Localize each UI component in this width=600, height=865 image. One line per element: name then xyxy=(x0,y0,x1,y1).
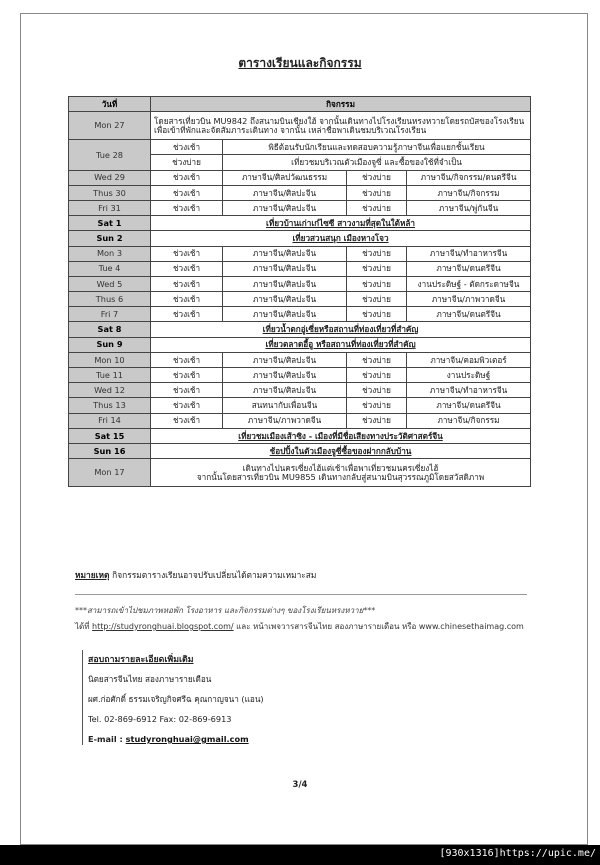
activity-cell: ภาษาจีน/ศิลปะจีน xyxy=(223,383,347,398)
slot-cell: ช่วงเช้า xyxy=(151,276,223,291)
activity-cell: สนทนากับเพื่อนจีน xyxy=(223,398,347,413)
contact-email-line xyxy=(88,735,264,755)
page-number: 3/4 xyxy=(292,780,308,790)
promo-text: ***สามารถเข้าไปชมภาพหอพัก โรงอาหาร และกิจกรรมต่างๆ ของโรงเรียนหรงหวาย*** xyxy=(75,606,376,615)
table-row xyxy=(69,231,531,246)
slot-cell: ช่วงเช้า xyxy=(151,185,223,200)
activity-cell: ภาษาจีน/ศิลปะจีน xyxy=(223,200,347,215)
day-cell: Sun 2 xyxy=(69,231,151,246)
day-cell: Sat 15 xyxy=(69,428,151,443)
note xyxy=(75,568,316,582)
activity-cell: ภาษาจีน/กิจกรรม xyxy=(407,185,531,200)
slot-cell: ช่วงเช้า xyxy=(151,292,223,307)
activity-cell: ภาษาจีน/ภาพวาดจีน xyxy=(407,292,531,307)
day-cell: Mon 17 xyxy=(69,459,151,487)
activity-cell: ภาษาจีน/ศิลปะจีน xyxy=(223,292,347,307)
activity-cell: ภาษาจีน/ศิลปะจีน xyxy=(223,185,347,200)
table-row xyxy=(69,337,531,352)
activity-cell: ภาษาจีน/ศิลปะจีน xyxy=(223,352,347,367)
links-rest: และ หน้าเพจวารสารจีนไทย สองภาษารายเดือน หรือ www.chinesethaimag.com xyxy=(233,622,524,631)
activity-cell: ภาษาจีน/กิจกรรม xyxy=(407,413,531,428)
table-row xyxy=(69,170,531,185)
day-cell: Fri 31 xyxy=(69,200,151,215)
blog-link[interactable]: http://studyronghuai.blogspot.com/ xyxy=(92,622,234,631)
slot-cell: ช่วงบ่าย xyxy=(151,155,223,170)
table-row xyxy=(69,459,531,487)
day-cell: Wed 5 xyxy=(69,276,151,291)
activity-cell: เที่ยวชมบริเวณตัวเมืองจูซี่ และซื้อของใช้ที่จำเป็น xyxy=(223,155,531,170)
day-cell: Tue 11 xyxy=(69,368,151,383)
table-row xyxy=(69,398,531,413)
activity-cell: ภาษาจีน/ทำอาหารจีน xyxy=(407,383,531,398)
slot-cell: ช่วงเช้า xyxy=(151,368,223,383)
slot-cell: ช่วงบ่าย xyxy=(347,246,407,261)
day-cell: Thus 30 xyxy=(69,185,151,200)
links-prefix: ได้ที่ xyxy=(75,622,90,631)
slot-cell: ช่วงเช้า xyxy=(151,261,223,276)
slot-cell: ช่วงบ่าย xyxy=(347,261,407,276)
activity-cell xyxy=(151,459,531,487)
day-cell: Mon 10 xyxy=(69,352,151,367)
activity-cell: ภาษาจีน/ศิลปะจีน xyxy=(223,246,347,261)
table-row xyxy=(69,443,531,458)
page-title: ตารางเรียนและกิจกรรม xyxy=(238,56,362,70)
table-row xyxy=(69,352,531,367)
slot-cell: ช่วงบ่าย xyxy=(347,383,407,398)
contact-person: ผศ.ก่อศักดิ์ ธรรมเจริญกิจศรีฉ คุณกาญจนา (แอน) xyxy=(88,694,264,704)
activity-cell: พิธีต้อนรับนักเรียนและทดสอบความรู้ภาษาจีนเพื่อแยกชั้นเรียน xyxy=(223,140,531,155)
activity-cell: ภาษาจีน/ภาพวาดจีน xyxy=(223,413,347,428)
contact-org: นิตยสารจีนไทย สองภาษารายเดือน xyxy=(88,674,212,684)
header-day: วันที่ xyxy=(69,97,151,112)
activity-cell: ช้อปปิ้งในตัวเมืองจูซี่ซื้อของฝากกลับบ้าน xyxy=(151,443,531,458)
slot-cell: ช่วงบ่าย xyxy=(347,276,407,291)
table-row xyxy=(69,276,531,291)
activity-cell: โดยสารเที่ยวบิน MU9842 ถึงสนามบินเชียงใฮ้ จากนั้นเดินทางไปโรงเรียนหรงหวายโดยรถบัสของโรงเรียน เพื่อเข้าที่พักและจัดสัมภาระเดินทาง จากนั้น เหล่าชื่อพาเดินชมบริเวณโรงเรียน xyxy=(151,112,531,140)
note-label: หมายเหตุ xyxy=(75,570,110,580)
slot-cell: ช่วงบ่าย xyxy=(347,307,407,322)
table-row xyxy=(69,140,531,155)
table-row xyxy=(69,185,531,200)
activity-cell: ภาษาจีน/กิจกรรม/ดนตรีจีน xyxy=(407,170,531,185)
day-cell: Tue 28 xyxy=(69,140,151,170)
activity-cell: ภาษาจีน/ดนตรีจีน xyxy=(407,398,531,413)
table-row xyxy=(69,413,531,428)
activity-cell: ภาษาจีน/คอมพิวเตอร์ xyxy=(407,352,531,367)
divider xyxy=(75,594,527,595)
slot-cell: ช่วงเช้า xyxy=(151,383,223,398)
email-label: E-mail : xyxy=(88,734,123,744)
day-cell: Mon 27 xyxy=(69,112,151,140)
contact-bar xyxy=(82,650,83,745)
table-row xyxy=(69,368,531,383)
slot-cell: ช่วงบ่าย xyxy=(347,398,407,413)
contact-block xyxy=(88,655,264,755)
activity-line: เดินทางไปนครเซี่ยงไฮ้แต่เช้าเพื่อพาเที่ยวชมนครเซี่ยงไฮ้ xyxy=(242,463,439,474)
slot-cell: ช่วงเช้า xyxy=(151,246,223,261)
slot-cell: ช่วงบ่าย xyxy=(347,292,407,307)
slot-cell: ช่วงบ่าย xyxy=(347,170,407,185)
watermark: [930x1316]https://upic.me/ xyxy=(439,848,596,859)
slot-cell: ช่วงเช้า xyxy=(151,170,223,185)
slot-cell: ช่วงบ่าย xyxy=(347,185,407,200)
header-activity: กิจกรรม xyxy=(151,97,531,112)
activity-cell: เที่ยวน้ำตกอู่เซี่ยหรือสถานที่ท่องเที่ยวที่สำคัญ xyxy=(151,322,531,337)
activity-cell: งานประดิษฐ์ xyxy=(407,368,531,383)
day-cell: Sun 9 xyxy=(69,337,151,352)
slot-cell: ช่วงเช้า xyxy=(151,307,223,322)
table-row xyxy=(69,322,531,337)
table-row xyxy=(69,200,531,215)
table-row xyxy=(69,112,531,140)
day-cell: Sat 8 xyxy=(69,322,151,337)
slot-cell: ช่วงเช้า xyxy=(151,413,223,428)
slot-cell: ช่วงเช้า xyxy=(151,352,223,367)
activity-cell: ภาษาจีน/ดนตรีจีน xyxy=(407,261,531,276)
schedule-table xyxy=(68,96,531,487)
day-cell: Fri 14 xyxy=(69,413,151,428)
activity-cell: งานประดิษฐ์ - ตัดกระดาษจีน xyxy=(407,276,531,291)
table-row xyxy=(69,216,531,231)
table-header-row xyxy=(69,97,531,112)
day-cell: Tue 4 xyxy=(69,261,151,276)
slot-cell: ช่วงเช้า xyxy=(151,398,223,413)
activity-cell: ภาษาจีน/ศิลปวัฒนธรรม xyxy=(223,170,347,185)
activity-cell: ภาษาจีน/ศิลปะจีน xyxy=(223,307,347,322)
activity-cell: เที่ยวบ้านเก่าเก๋ไซซี สาวงามที่สุดในใต้หล้า xyxy=(151,216,531,231)
activity-cell: ภาษาจีน/ศิลปะจีน xyxy=(223,276,347,291)
contact-tel: Tel. 02-869-6912 Fax: 02-869-6913 xyxy=(88,714,232,724)
activity-cell: ภาษาจีน/พู่กันจีน xyxy=(407,200,531,215)
table-row xyxy=(69,428,531,443)
day-cell: Thus 6 xyxy=(69,292,151,307)
activity-cell: เที่ยวตลาดอี้อู หรือสถานที่ท่องเที่ยวที่สำคัญ xyxy=(151,337,531,352)
day-cell: Mon 3 xyxy=(69,246,151,261)
table-row xyxy=(69,383,531,398)
day-cell: Thus 13 xyxy=(69,398,151,413)
table-row xyxy=(69,292,531,307)
table-row xyxy=(69,261,531,276)
contact-title: สอบถามรายละเอียดเพิ่มเติม xyxy=(88,655,194,665)
slot-cell: ช่วงเช้า xyxy=(151,200,223,215)
day-cell: Wed 12 xyxy=(69,383,151,398)
table-row xyxy=(69,246,531,261)
activity-cell: เที่ยวสวนสนุก เมืองหางโจว xyxy=(151,231,531,246)
slot-cell: ช่วงบ่าย xyxy=(347,200,407,215)
activity-cell: ภาษาจีน/ศิลปะจีน xyxy=(223,368,347,383)
day-cell: Sat 1 xyxy=(69,216,151,231)
day-cell: Sun 16 xyxy=(69,443,151,458)
activity-line: จากนั้นโดยสารเที่ยวบิน MU9855 เดินทางกลับสู่สนามบินสุวรรณภูมิโดยสวัสดิภาพ xyxy=(196,471,485,482)
slot-cell: ช่วงบ่าย xyxy=(347,413,407,428)
activity-cell: เที่ยวชมเมืองเส้าซิง - เมืองที่มีชื่อเสียงทางประวัติศาสตร์จีน xyxy=(151,428,531,443)
note-text: กิจกรรมตารางเรียนอาจปรับเปลี่ยนได้ตามความเหมาะสม xyxy=(112,570,317,580)
email-link[interactable]: studyronghuai@gmail.com xyxy=(125,734,249,744)
day-cell: Fri 7 xyxy=(69,307,151,322)
slot-cell: ช่วงเช้า xyxy=(151,140,223,155)
table-row xyxy=(69,307,531,322)
links-line xyxy=(75,620,524,633)
activity-cell: ภาษาจีน/ศิลปะจีน xyxy=(223,261,347,276)
activity-cell: ภาษาจีน/ดนตรีจีน xyxy=(407,307,531,322)
slot-cell: ช่วงบ่าย xyxy=(347,368,407,383)
day-cell: Wed 29 xyxy=(69,170,151,185)
slot-cell: ช่วงบ่าย xyxy=(347,352,407,367)
activity-cell: ภาษาจีน/ทำอาหารจีน xyxy=(407,246,531,261)
